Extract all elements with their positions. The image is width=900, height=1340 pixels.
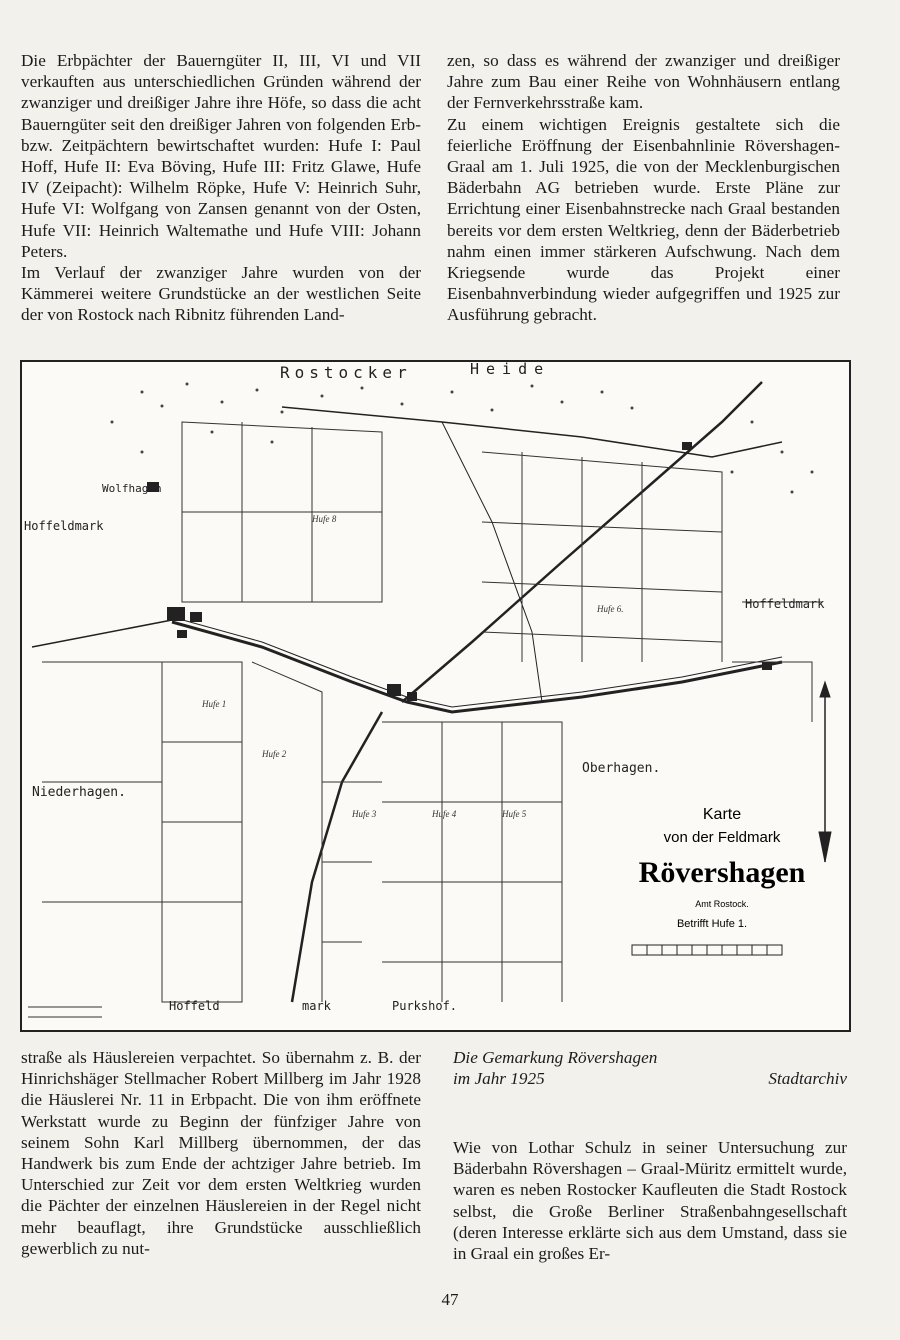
historic-map — [20, 360, 851, 1032]
caption-source: Stadtarchiv — [768, 1069, 847, 1088]
paragraph: zen, so dass es während der zwanziger und dreißiger Jahre zum Bau einer Reihe von Wohnhäusern entlang der Fernverkehrsstraße kam. — [447, 51, 840, 113]
map-label-hufe-4: Hufe 4 — [432, 809, 457, 819]
text-column-top-left — [21, 50, 421, 326]
paragraph: straße als Häuslereien verpachtet. So übernahm z. B. der Hinrichshäger Stellmacher Robert Millberg im Jahr 1928 die Häuslerei Nr. 11 in Erbpacht. Die von ihm eröffnete Werkstatt wurde zu Beginn der fünfziger Jahre von seinem Sohn Karl Millberg übernommen, der das Handwerk bis zum Ende der achtziger Jahre betrieb. Im Unterschied zur Zeit vor dem ersten Weltkrieg wurden die Pächter der einzelnen Häuslereien in der Regel nicht mehr beauflagt, ihre Grundstücke ausschließlich gewerblich zu nut- — [21, 1048, 421, 1258]
paragraph: Die Erbpächter der Bauerngüter II, III, VI und VII verkauften aus unterschiedlichen Gründen während der zwanziger und dreißiger Jahre ihre Höfe, so dass die acht Bauerngüter seit den dreißiger Jahren von folgenden Erb- bzw. Zeitpächtern bewirtschaftet wurden: Hufe I: Paul Hoff, Hufe II: Eva Böving, Hufe III: Fritz Glawe, Hufe IV (Zeipacht): Wilhelm Röpke, Hufe V: Heinrich Suhr, Hufe VI: Wolfgang von Zansen genannt von der Osten, Hufe VII: Heinrich Waltemathe und Hufe VIII: Johann Peters. — [21, 51, 421, 261]
paragraph: Im Verlauf der zwanziger Jahre wurden von der Kämmerei weitere Grundstücke an der westlichen Seite der von Rostock nach Ribnitz führenden Land- — [21, 263, 421, 325]
map-title-betrifft: Betrifft Hufe 1. — [676, 918, 748, 930]
forest-pattern — [111, 383, 814, 494]
map-legend — [28, 1007, 102, 1017]
field-boundaries — [42, 422, 822, 1002]
map-label-rostocker: Rostocker — [280, 363, 412, 382]
caption-line-2: im Jahr 1925 — [453, 1069, 545, 1089]
map-label-hufe-6: Hufe 6. — [597, 604, 624, 614]
map-label-hufe-5: Hufe 5 — [502, 809, 527, 819]
map-title-name: Rövershagen — [638, 856, 806, 889]
map-title-karte: Karte — [702, 806, 742, 823]
map-label-wolfhagen: Wolfhagen — [102, 482, 162, 495]
map-label-niederhagen: Niederhagen. — [32, 785, 126, 800]
paragraph: Zu einem wichtigen Ereignis gestaltete sich die feierliche Eröffnung der Eisenbahnlinie Rövershagen-Graal am 1. Juli 1925, die von der Mecklenburgischen Bäderbahn AG betrieben wurde. Erste Pläne zur Errichtung einer Eisenbahnstrecke nach Graal bestanden bereits vor dem ersten Weltkrieg, denn der Bäderbetrieb nahm einen immer stärkeren Aufschwung. Nach dem Kriegsende wurde das Projekt einer Eisenbahnverbindung wieder aufgegriffen und 1925 zur Ausführung gebracht. — [447, 114, 840, 325]
map-drawing — [22, 362, 849, 1030]
map-title-amt: Amt Rostock. — [695, 899, 749, 909]
figure-caption — [453, 1047, 847, 1089]
map-label-hufe-3: Hufe 3 — [352, 809, 377, 819]
map-label-hufe-1: Hufe 1 — [202, 699, 227, 709]
map-label-hufe-8: Hufe 8 — [312, 514, 337, 524]
paragraph: Wie von Lothar Schulz in seiner Untersuchung zur Bäderbahn Rövershagen – Graal-Müritz ermittelt wurde, waren es neben Rostocker Kaufleuten die Stadt Rostock selbst, die Große Berliner Straßenbahngesellschaft (deren Interesse erklärte sich aus dem Umstand, dass sie in Graal ein großes Er- — [453, 1138, 847, 1264]
map-label-mark: mark — [302, 999, 331, 1013]
map-label-oberhagen: Oberhagen. — [582, 761, 661, 776]
scale-bar — [632, 945, 782, 955]
text-column-bottom-right — [453, 1137, 847, 1264]
text-column-bottom-left — [21, 1047, 421, 1259]
map-label-hoffeldmark-left: Hoffeldmark — [24, 519, 104, 533]
map-label-hoffeldmark-right: Hoffeldmark — [745, 597, 825, 611]
map-title-block — [632, 806, 806, 955]
map-label-hoffeld: Hoffeld — [169, 999, 220, 1013]
caption-line-1: Die Gemarkung Rövershagen — [453, 1048, 658, 1067]
text-column-top-right — [447, 50, 840, 326]
north-arrow-icon — [819, 682, 831, 862]
page-number: 47 — [441, 1290, 459, 1309]
map-title-feldmark: von der Feldmark — [663, 829, 781, 846]
map-label-heide: Heide — [470, 362, 551, 378]
map-label-hufe-2: Hufe 2 — [262, 749, 287, 759]
map-label-purkshof: Purkshof. — [392, 999, 458, 1013]
